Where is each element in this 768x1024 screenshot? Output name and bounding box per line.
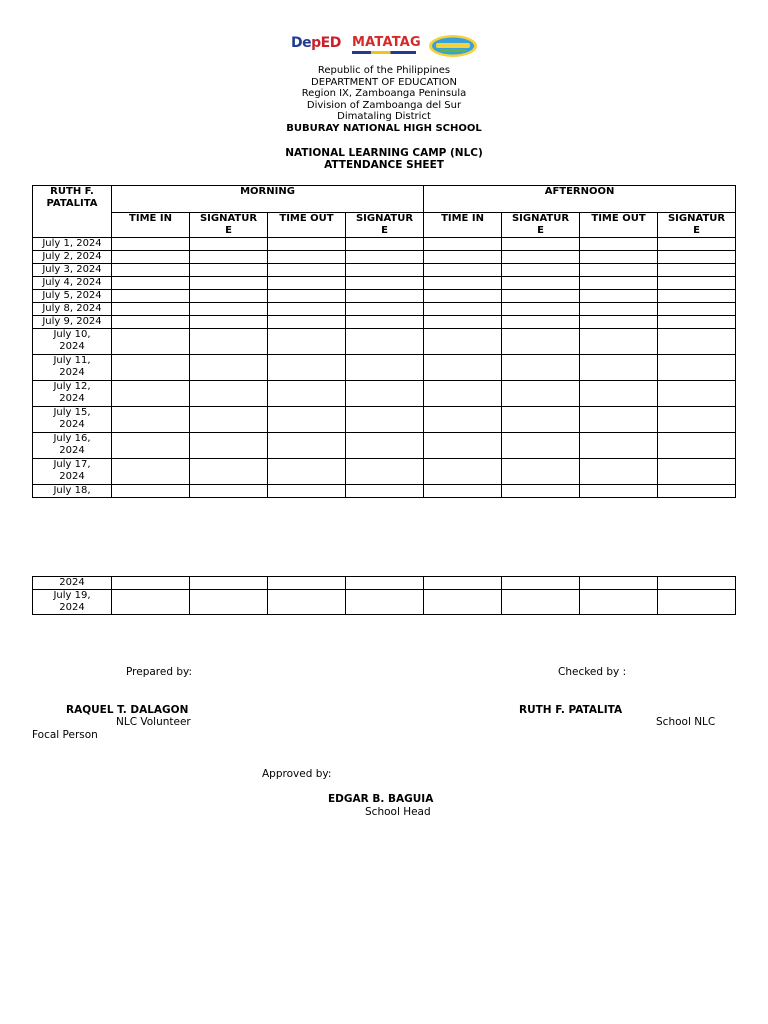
table-row [33,290,736,303]
signature-label: SIGNATUR [199,212,258,224]
signature-label: SIGNATUR [511,212,570,224]
cell [190,238,268,251]
cell [346,303,424,316]
date-cell [33,407,112,433]
name-cell-line2: PATALITA [46,198,98,209]
date-line2: 2024 [59,393,85,404]
cell [112,407,190,433]
approved-by-role: School Head [365,806,431,818]
cell [190,264,268,277]
cell [190,577,268,590]
date-line1: July 11, [53,355,91,366]
morning-header: MORNING [112,186,424,213]
cell [580,329,658,355]
date-line2: 2024 [59,341,85,352]
cell [580,433,658,459]
name-cell-line1: RUTH F. [50,186,94,197]
cell [580,251,658,264]
cell [424,381,502,407]
cell [424,238,502,251]
cell [268,329,346,355]
cell [346,329,424,355]
deped-logo: DepED [291,35,341,51]
cell [424,251,502,264]
signature-label-end: E [225,224,232,236]
cell [190,303,268,316]
cell [268,277,346,290]
attendance-table [32,185,736,498]
cell [502,251,580,264]
cell [112,303,190,316]
checked-by-label: Checked by : [558,666,627,678]
cell [346,290,424,303]
morning-signature-out-header [346,212,424,238]
cell [268,264,346,277]
cell [658,251,736,264]
date-line1: July 12, [53,381,91,392]
table-row [33,303,736,316]
cell [658,407,736,433]
date-line2: 2024 [59,471,85,482]
cell [424,316,502,329]
cell [580,459,658,485]
date-line1: July 16, [53,433,91,444]
signature-label-end: E [537,224,544,236]
date-cell: July 5, 2024 [33,290,112,303]
cell [502,277,580,290]
afternoon-header: AFTERNOON [424,186,736,213]
cell [268,238,346,251]
table-row [33,485,736,498]
date-cell: July 8, 2024 [33,303,112,316]
table-row [33,381,736,407]
cell [112,277,190,290]
checked-by-name: RUTH F. PATALITA [519,704,623,716]
cell [112,329,190,355]
table-row [33,590,736,615]
cell [268,459,346,485]
date-line1: July 19, [53,590,91,601]
date-cell [33,329,112,355]
cell [502,238,580,251]
table-row [33,407,736,433]
cell [346,381,424,407]
cell [502,485,580,498]
cell [580,264,658,277]
cell [658,316,736,329]
attendance-table-continued [32,576,736,615]
cell [268,251,346,264]
cell [112,355,190,381]
cell [190,485,268,498]
afternoon-time-in-header: TIME IN [424,212,502,238]
cell [580,381,658,407]
cell [346,459,424,485]
cell [658,459,736,485]
cell [112,264,190,277]
cell [658,577,736,590]
cell [268,590,346,615]
table-row [33,433,736,459]
document-subtitle: ATTENDANCE SHEET [324,159,444,171]
cell [424,303,502,316]
cell [112,381,190,407]
date-cell [33,355,112,381]
date-cell: July 1, 2024 [33,238,112,251]
matatag-logo: MATATAG [352,35,416,57]
morning-time-out-header: TIME OUT [268,212,346,238]
cell [112,590,190,615]
cell [502,329,580,355]
cell [424,329,502,355]
cell [502,407,580,433]
cell [190,316,268,329]
cell [190,590,268,615]
cell [658,238,736,251]
cell [580,238,658,251]
cell [580,290,658,303]
cell [112,290,190,303]
table-row [33,355,736,381]
cell [190,407,268,433]
single-line-rows [33,238,736,329]
prepared-by-role: NLC Volunteer [116,716,191,728]
prepared-by-name: RAQUEL T. DALAGON [66,704,189,716]
cell [268,303,346,316]
cell [424,485,502,498]
date-cell: July 9, 2024 [33,316,112,329]
cell [502,303,580,316]
afternoon-signature-out-header [658,212,736,238]
cell [346,433,424,459]
date-line1: July 10, [53,329,91,340]
cell [502,316,580,329]
date-cell: 2024 [33,577,112,590]
cell [658,381,736,407]
date-cell [33,433,112,459]
cell [580,485,658,498]
cell [268,577,346,590]
header-line-division: Division of Zamboanga del Sur [306,100,462,111]
cell [112,485,190,498]
cell [502,290,580,303]
cell [268,316,346,329]
cell [346,485,424,498]
cell [424,577,502,590]
cell [268,355,346,381]
approved-by-name: EDGAR B. BAGUIA [328,793,434,805]
cell [424,277,502,290]
afternoon-time-out-header: TIME OUT [580,212,658,238]
cell [346,407,424,433]
cell [502,355,580,381]
signature-label-end: E [693,224,700,236]
school-name: BUBURAY NATIONAL HIGH SCHOOL [286,123,482,134]
cell [190,329,268,355]
signature-label: SIGNATUR [355,212,414,224]
date-line1: July 15, [53,407,91,418]
cell [424,459,502,485]
cell [190,459,268,485]
cell [190,290,268,303]
cell [424,290,502,303]
cell [346,238,424,251]
table-row [33,264,736,277]
cell [502,459,580,485]
cell [346,355,424,381]
cell [268,290,346,303]
header-line-department: DEPARTMENT OF EDUCATION [311,77,457,88]
table-row [33,238,736,251]
morning-signature-header [190,212,268,238]
cell [502,381,580,407]
cell [268,433,346,459]
cell [658,433,736,459]
cell [502,264,580,277]
header-line-republic: Republic of the Philippines [317,65,451,76]
cell [112,459,190,485]
national-learning-camp-logo [428,34,478,58]
cell [346,277,424,290]
table-row [33,277,736,290]
cell [190,433,268,459]
cell [658,590,736,615]
cell [658,329,736,355]
cell [424,355,502,381]
date-line2: 2024 [59,367,85,378]
cell [346,577,424,590]
cell [502,433,580,459]
double-line-rows [33,329,736,498]
cell [112,251,190,264]
cell [346,316,424,329]
document-title: NATIONAL LEARNING CAMP (NLC) [285,147,483,159]
date-line2: 2024 [59,602,85,613]
cell [346,251,424,264]
date-cell: July 18, [33,485,112,498]
table-row [33,329,736,355]
cell [112,238,190,251]
table-row [33,316,736,329]
date-cell: July 4, 2024 [33,277,112,290]
cell [190,277,268,290]
cell [580,577,658,590]
cell [424,264,502,277]
table-row [33,459,736,485]
checked-by-role-continued: Focal Person [32,729,98,741]
cell [658,264,736,277]
date-line1: July 17, [53,459,91,470]
date-cell [33,590,112,615]
cell [580,590,658,615]
cell [580,407,658,433]
morning-time-in-header: TIME IN [112,212,190,238]
cell [658,290,736,303]
cell [346,590,424,615]
name-cell [33,186,112,238]
cell [658,485,736,498]
header-logos [288,33,480,59]
prepared-by-label: Prepared by: [126,666,192,678]
cell [580,303,658,316]
cell [190,355,268,381]
cell [112,316,190,329]
header-line-region: Region IX, Zamboanga Peninsula [301,88,467,99]
cell [502,590,580,615]
cell [268,407,346,433]
cell [658,303,736,316]
approved-by-label: Approved by: [262,768,332,780]
header-line-district: Dimataling District [337,111,431,122]
date-line2: 2024 [59,445,85,456]
afternoon-signature-header [502,212,580,238]
date-cell: July 2, 2024 [33,251,112,264]
cell [112,577,190,590]
date-line2: 2024 [59,419,85,430]
cell [580,355,658,381]
checked-by-role: School NLC [656,716,716,728]
cell [190,381,268,407]
table-row [33,577,736,590]
signature-label-end: E [381,224,388,236]
cell [502,577,580,590]
cell [268,381,346,407]
cell [424,407,502,433]
cell [346,264,424,277]
cell [658,355,736,381]
cell [658,277,736,290]
cell [424,590,502,615]
cell [424,433,502,459]
date-cell [33,459,112,485]
cell [580,316,658,329]
date-cell [33,381,112,407]
table-row [33,251,736,264]
cell [112,433,190,459]
cell [190,251,268,264]
date-cell: July 3, 2024 [33,264,112,277]
cell [268,485,346,498]
cell [580,277,658,290]
signature-label: SIGNATUR [667,212,726,224]
